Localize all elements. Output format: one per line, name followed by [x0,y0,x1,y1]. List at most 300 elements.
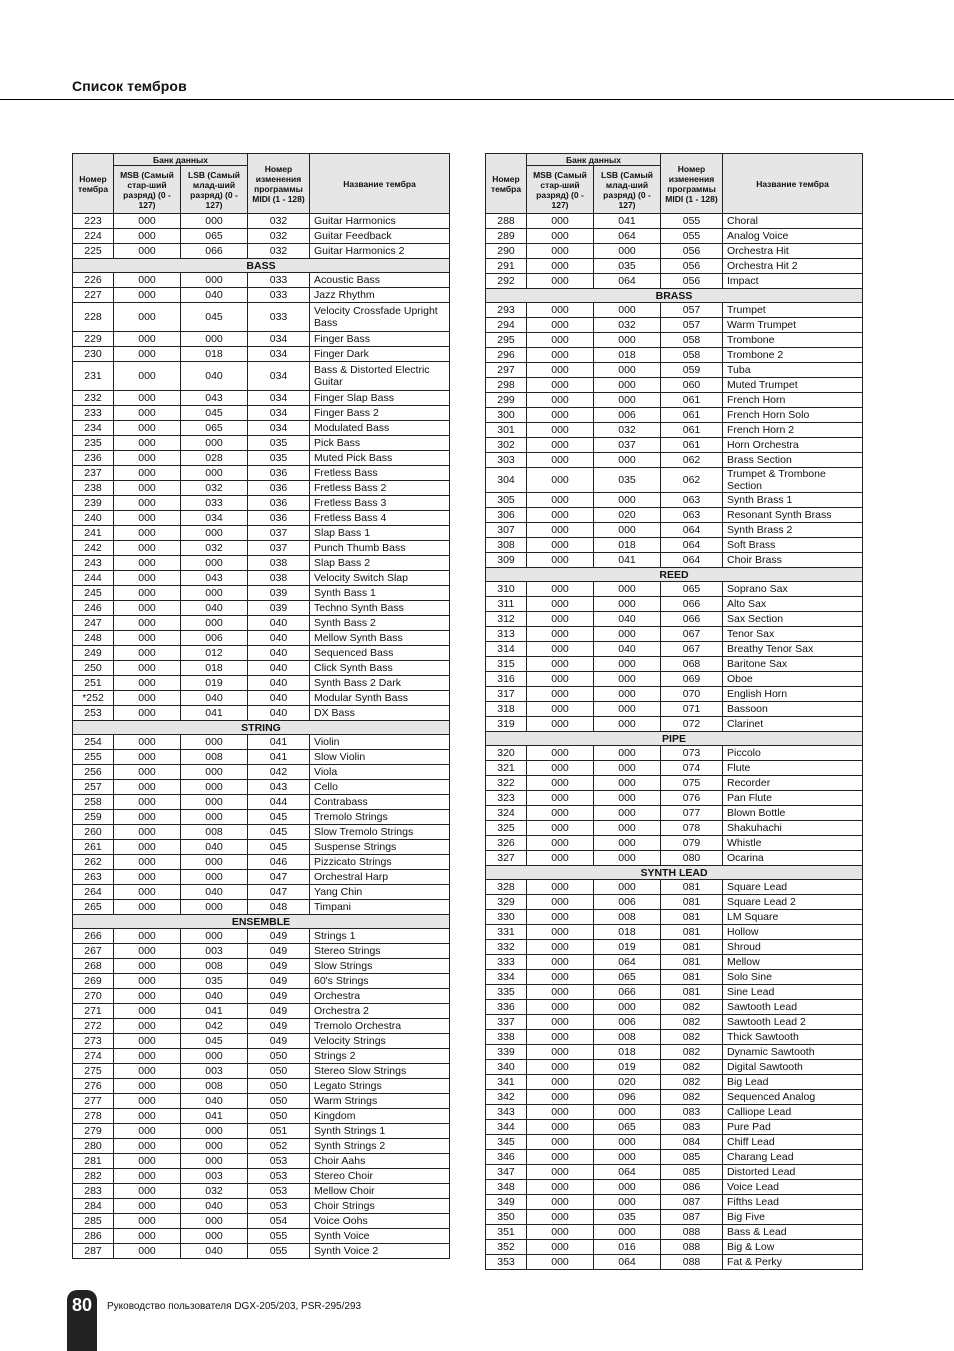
voice-name: Slow Tremolo Strings [310,825,450,840]
voice-name: Tuba [723,363,863,378]
voice-name: Square Lead [723,880,863,895]
lsb-value: 020 [594,508,661,523]
msb-value: 000 [114,1154,181,1169]
voice-name: Analog Voice [723,229,863,244]
program-number: 056 [661,244,723,259]
voice-number: 349 [486,1195,527,1210]
voice-name: Shroud [723,940,863,955]
voice-number: 249 [73,646,114,661]
voice-row [73,332,450,347]
program-number: 052 [248,1139,310,1154]
voice-number: 311 [486,597,527,612]
voice-name: Big Five [723,1210,863,1225]
program-number: 083 [661,1120,723,1135]
msb-value: 000 [114,601,181,616]
voice-name: Orchestra Hit 2 [723,259,863,274]
voice-row [486,687,863,702]
program-number: 055 [661,229,723,244]
voice-row [486,453,863,468]
msb-value: 000 [114,661,181,676]
program-number: 036 [248,496,310,511]
voice-row [73,750,450,765]
category-label: STRING [73,721,450,735]
lsb-value: 000 [594,1000,661,1015]
voice-name: Velocity Switch Slap [310,571,450,586]
voice-row [486,363,863,378]
program-number: 040 [248,631,310,646]
voice-row [73,1109,450,1124]
voice-name: Muted Pick Bass [310,451,450,466]
voice-number: 341 [486,1075,527,1090]
voice-number: 261 [73,840,114,855]
lsb-value: 037 [594,438,661,453]
voice-name: Kingdom [310,1109,450,1124]
program-number: 081 [661,910,723,925]
program-number: 066 [661,597,723,612]
lsb-value: 033 [181,496,248,511]
voice-row [73,1184,450,1199]
voice-number: 346 [486,1150,527,1165]
voice-number: 327 [486,851,527,866]
voice-number: 271 [73,1004,114,1019]
footer-text: Руководство пользователя DGX-205/203, PSR-295/293 [107,1301,362,1312]
voice-row [486,1015,863,1030]
voice-name: Mellow [723,955,863,970]
program-number: 051 [248,1124,310,1139]
msb-value: 000 [114,541,181,556]
voice-name: French Horn Solo [723,408,863,423]
msb-value: 000 [114,1139,181,1154]
voice-row [486,910,863,925]
voice-name: Techno Synth Bass [310,601,450,616]
voice-row [73,900,450,915]
msb-value: 000 [527,612,594,627]
voice-name: Fat & Perky [723,1255,863,1270]
voice-number: 310 [486,582,527,597]
lsb-value: 040 [594,612,661,627]
voice-table-right [485,153,863,1270]
voice-table-left [72,153,450,1259]
lsb-value: 041 [181,706,248,721]
lsb-value: 000 [181,214,248,229]
voice-row [486,791,863,806]
lsb-value: 000 [181,616,248,631]
voice-row [73,706,450,721]
program-number: 082 [661,1015,723,1030]
voice-number: 254 [73,735,114,750]
voice-number: 325 [486,821,527,836]
lsb-value: 008 [594,1030,661,1045]
voice-row [486,553,863,568]
col-lsb-header: LSB (Самый млад-ший разряд) (0 - 127) [181,166,248,214]
program-number: 062 [661,453,723,468]
lsb-value: 000 [594,776,661,791]
voice-number: 256 [73,765,114,780]
program-number: 048 [248,900,310,915]
program-number: 037 [248,526,310,541]
program-number: 041 [248,750,310,765]
voice-row [73,631,450,646]
program-number: 033 [248,303,310,332]
voice-number: 308 [486,538,527,553]
voice-row [486,925,863,940]
lsb-value: 000 [594,523,661,538]
voice-number: 345 [486,1135,527,1150]
voice-row [486,582,863,597]
voice-row [73,496,450,511]
msb-value: 000 [527,687,594,702]
lsb-value: 008 [181,825,248,840]
msb-value: 000 [527,1150,594,1165]
lsb-value: 000 [181,1049,248,1064]
msb-value: 000 [114,840,181,855]
voice-number: 226 [73,273,114,288]
voice-row [73,391,450,406]
lsb-value: 040 [181,288,248,303]
voice-name: Thick Sawtooth [723,1030,863,1045]
voice-row [486,1045,863,1060]
voice-number: 241 [73,526,114,541]
voice-row [486,333,863,348]
voice-row [73,959,450,974]
voice-number: 230 [73,347,114,362]
voice-name: Click Synth Bass [310,661,450,676]
header-rule [0,99,954,100]
lsb-value: 000 [594,1150,661,1165]
lsb-value: 035 [594,259,661,274]
lsb-value: 003 [181,1169,248,1184]
voice-row [486,408,863,423]
voice-number: 336 [486,1000,527,1015]
voice-number: 274 [73,1049,114,1064]
voice-number: 343 [486,1105,527,1120]
msb-value: 000 [114,959,181,974]
program-number: 074 [661,761,723,776]
voice-name: Fretless Bass [310,466,450,481]
msb-value: 000 [114,676,181,691]
msb-value: 000 [527,910,594,925]
voice-name: Muted Trumpet [723,378,863,393]
msb-value: 000 [527,363,594,378]
voice-row [486,672,863,687]
voice-row [73,273,450,288]
voice-row [73,347,450,362]
program-number: 057 [661,318,723,333]
voice-row [73,974,450,989]
program-number: 039 [248,586,310,601]
msb-value: 000 [527,538,594,553]
voice-number: 239 [73,496,114,511]
col-number-header: Номер тембра [73,154,114,214]
voice-row [73,451,450,466]
voice-row [73,646,450,661]
lsb-value: 000 [594,493,661,508]
program-number: 045 [248,810,310,825]
msb-value: 000 [114,795,181,810]
program-number: 034 [248,347,310,362]
lsb-value: 000 [594,453,661,468]
msb-value: 000 [527,318,594,333]
voice-name: Impact [723,274,863,289]
lsb-value: 000 [594,244,661,259]
voice-number: 288 [486,214,527,229]
voice-name: Pure Pad [723,1120,863,1135]
msb-value: 000 [114,691,181,706]
lsb-value: 065 [594,970,661,985]
voice-number: 344 [486,1120,527,1135]
voice-row [486,836,863,851]
lsb-value: 035 [594,1210,661,1225]
voice-number: 267 [73,944,114,959]
voice-name: Trumpet & Trombone Section [723,468,863,493]
program-number: 053 [248,1184,310,1199]
voice-number: 224 [73,229,114,244]
program-number: 040 [248,706,310,721]
program-number: 049 [248,944,310,959]
voice-name: LM Square [723,910,863,925]
program-number: 040 [248,661,310,676]
program-number: 050 [248,1094,310,1109]
voice-name: Choir Brass [723,553,863,568]
voice-name: Stereo Slow Strings [310,1064,450,1079]
voice-row [73,1004,450,1019]
msb-value: 000 [114,631,181,646]
lsb-value: 000 [181,1214,248,1229]
lsb-value: 000 [594,687,661,702]
program-number: 076 [661,791,723,806]
msb-value: 000 [527,259,594,274]
msb-value: 000 [527,348,594,363]
msb-value: 000 [527,672,594,687]
lsb-value: 018 [594,925,661,940]
msb-value: 000 [527,229,594,244]
col-lsb-header: LSB (Самый млад-ший разряд) (0 - 127) [594,166,661,214]
msb-value: 000 [114,362,181,391]
msb-value: 000 [527,1000,594,1015]
lsb-value: 000 [181,780,248,795]
lsb-value: 028 [181,451,248,466]
voice-number: 333 [486,955,527,970]
voice-row [486,746,863,761]
voice-number: 223 [73,214,114,229]
voice-number: 316 [486,672,527,687]
msb-value: 000 [527,985,594,1000]
program-number: 049 [248,989,310,1004]
msb-value: 000 [527,940,594,955]
voice-name: Distorted Lead [723,1165,863,1180]
msb-value: 000 [527,1195,594,1210]
msb-value: 000 [114,466,181,481]
program-number: 036 [248,511,310,526]
msb-value: 000 [527,303,594,318]
voice-number: 296 [486,348,527,363]
msb-value: 000 [527,821,594,836]
program-number: 032 [248,214,310,229]
lsb-value: 000 [594,702,661,717]
voice-name: Pan Flute [723,791,863,806]
lsb-value: 040 [181,840,248,855]
lsb-value: 016 [594,1240,661,1255]
voice-row [486,229,863,244]
voice-row [73,676,450,691]
lsb-value: 000 [594,378,661,393]
voice-row [486,378,863,393]
msb-value: 000 [114,436,181,451]
msb-value: 000 [527,1165,594,1180]
msb-value: 000 [527,378,594,393]
voice-number: 350 [486,1210,527,1225]
voice-name: Clarinet [723,717,863,732]
program-number: 041 [248,735,310,750]
category-label: REED [486,568,863,582]
msb-value: 000 [114,1064,181,1079]
voice-name: Calliope Lead [723,1105,863,1120]
voice-name: Velocity Crossfade Upright Bass [310,303,450,332]
voice-number: 330 [486,910,527,925]
program-number: 046 [248,855,310,870]
voice-number: *252 [73,691,114,706]
voice-row [73,765,450,780]
msb-value: 000 [527,1075,594,1090]
msb-value: 000 [527,1015,594,1030]
lsb-value: 000 [594,627,661,642]
msb-value: 000 [114,929,181,944]
program-number: 061 [661,408,723,423]
program-number: 064 [661,538,723,553]
voice-row [73,1019,450,1034]
voice-row [486,493,863,508]
lsb-value: 000 [181,900,248,915]
program-number: 069 [661,672,723,687]
voice-name: Sax Section [723,612,863,627]
voice-row [73,436,450,451]
voice-row [486,627,863,642]
lsb-value: 041 [594,214,661,229]
msb-value: 000 [114,1019,181,1034]
category-row [486,866,863,880]
voice-name: Horn Orchestra [723,438,863,453]
msb-value: 000 [527,244,594,259]
lsb-value: 035 [594,468,661,493]
msb-value: 000 [527,453,594,468]
lsb-value: 006 [594,895,661,910]
program-number: 037 [248,541,310,556]
voice-row [73,1169,450,1184]
program-number: 055 [248,1229,310,1244]
col-bank-header: Банк данных [527,154,661,166]
lsb-value: 065 [181,421,248,436]
voice-row [73,362,450,391]
voice-number: 284 [73,1199,114,1214]
voice-number: 340 [486,1060,527,1075]
lsb-value: 000 [181,870,248,885]
voice-number: 229 [73,332,114,347]
voice-number: 250 [73,661,114,676]
program-number: 032 [248,244,310,259]
voice-number: 342 [486,1090,527,1105]
voice-number: 265 [73,900,114,915]
lsb-value: 006 [594,1015,661,1030]
category-row [73,259,450,273]
msb-value: 000 [527,493,594,508]
lsb-value: 008 [181,1079,248,1094]
lsb-value: 032 [594,423,661,438]
program-number: 036 [248,481,310,496]
lsb-value: 064 [594,955,661,970]
msb-value: 000 [527,1225,594,1240]
voice-number: 264 [73,885,114,900]
lsb-value: 065 [594,1120,661,1135]
voice-number: 286 [73,1229,114,1244]
voice-name: Bassoon [723,702,863,717]
lsb-value: 064 [594,1255,661,1270]
program-number: 063 [661,508,723,523]
voice-row [486,214,863,229]
voice-name: Sequenced Bass [310,646,450,661]
program-number: 064 [661,523,723,538]
category-label: BRASS [486,289,863,303]
msb-value: 000 [527,1120,594,1135]
voice-name: Sequenced Analog [723,1090,863,1105]
lsb-value: 045 [181,1034,248,1049]
voice-name: Slow Violin [310,750,450,765]
voice-row [73,1229,450,1244]
lsb-value: 040 [181,989,248,1004]
voice-name: Synth Brass 2 [723,523,863,538]
program-number: 081 [661,925,723,940]
program-number: 039 [248,601,310,616]
voice-row [486,393,863,408]
voice-name: Flute [723,761,863,776]
voice-name: Guitar Harmonics 2 [310,244,450,259]
voice-row [73,1094,450,1109]
msb-value: 000 [114,451,181,466]
voice-name: Orchestral Harp [310,870,450,885]
voice-row [486,895,863,910]
voice-number: 299 [486,393,527,408]
program-number: 082 [661,1075,723,1090]
lsb-value: 003 [181,944,248,959]
lsb-value: 000 [594,880,661,895]
msb-value: 000 [527,761,594,776]
voice-row [73,303,450,332]
voice-row [73,1214,450,1229]
voice-number: 332 [486,940,527,955]
lsb-value: 000 [181,1124,248,1139]
lsb-value: 045 [181,303,248,332]
voice-number: 270 [73,989,114,1004]
voice-row [486,821,863,836]
voice-number: 320 [486,746,527,761]
program-number: 067 [661,642,723,657]
voice-name: Whistle [723,836,863,851]
voice-number: 321 [486,761,527,776]
voice-name: Modulated Bass [310,421,450,436]
voice-name: Ocarina [723,851,863,866]
voice-name: Sawtooth Lead [723,1000,863,1015]
lsb-value: 019 [181,676,248,691]
voice-row [486,985,863,1000]
voice-name: Guitar Harmonics [310,214,450,229]
voice-row [73,541,450,556]
voice-number: 294 [486,318,527,333]
lsb-value: 000 [594,836,661,851]
program-number: 061 [661,423,723,438]
program-number: 081 [661,895,723,910]
voice-list [73,214,450,1259]
voice-number: 352 [486,1240,527,1255]
voice-row [73,1139,450,1154]
